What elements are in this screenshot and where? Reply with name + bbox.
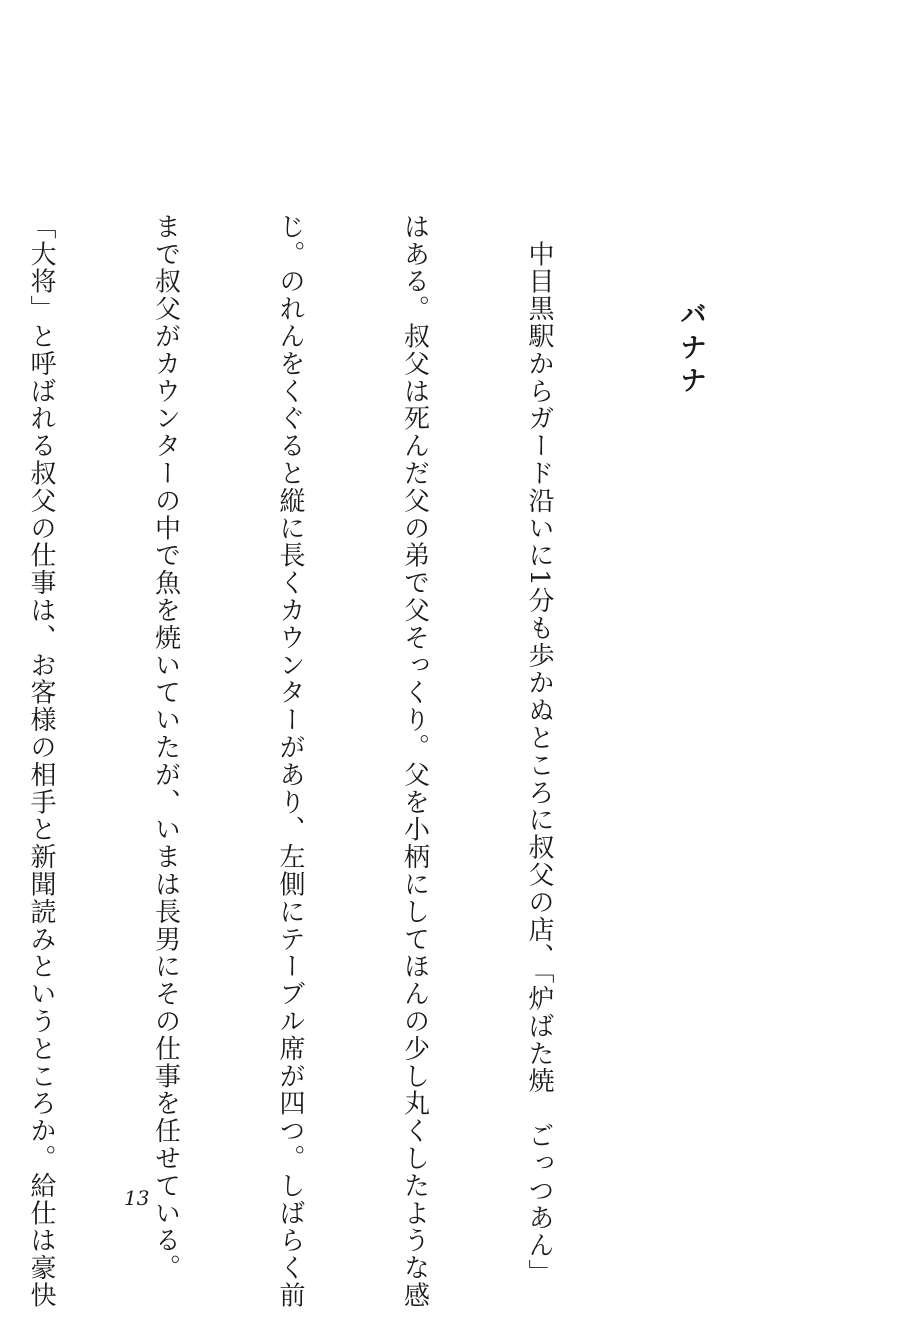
text-line: 中目黒駅からガード沿いに1分も歩かぬところに叔父の店、「炉ばた焼 ごっつあん」 [524,213,554,1287]
text-line: 「大将」と呼ばれる叔父の仕事は、お客様の相手と新聞読みというところか。給仕は豪快 [26,213,56,1309]
text-line: はある。叔父は死んだ父の弟で父そっくり。父を小柄にしてほんの少し丸くしたような感 [399,213,430,1309]
text-line: まで叔父がカウンターの中で魚を焼いていたが、いまは長男にその仕事を任せている。 [150,213,181,1282]
text-line: じ。のれんをくぐると縦に長くカウンターがあり、左側にテーブル席が四つ。しばらく前 [275,213,305,1309]
chapter-title: バナナ [675,300,706,399]
page-number: 13 [124,1186,150,1210]
